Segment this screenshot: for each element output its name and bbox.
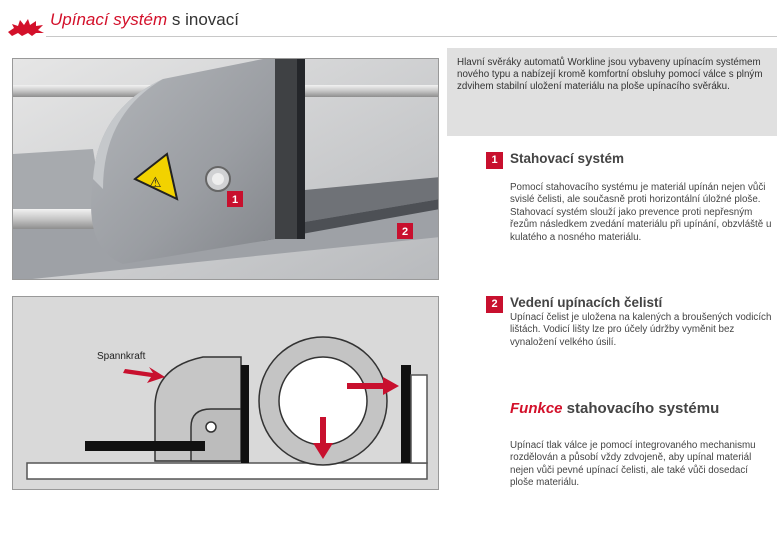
svg-text:⚠: ⚠ (149, 175, 162, 191)
funkce-text: Upínací tlak válce je pomocí integrovaného mechanismu rozdělován a působí vždy zdvojeně, aby upínal materiál nejen vůči pevné upínací čelisti, ale také vůči dosedací ploše materiálu. (510, 440, 756, 489)
clamping-diagram (12, 296, 439, 490)
section-heading: Vedení upínacích čelistí (510, 295, 663, 310)
section-number-badge: 2 (486, 296, 503, 313)
photo-label-2: 2 (401, 226, 409, 238)
funkce-heading-accent: Funkce (510, 400, 563, 417)
funkce-heading-rest: stahovacího systému (562, 400, 720, 417)
section-stahovaci-system (486, 152, 776, 262)
section-text: Pomocí stahovacího systému je materiál upínán nejen vůči svislé čelisti, ale současně proti horizontální úložné ploše. Stahovací systém slouží jako prevence proti nepřesným řezům následkem zvedání materiálu při upínání, obzvláště u kulatého a nosného materiálu. (510, 182, 772, 243)
page-title-rest: s inovací (167, 10, 239, 29)
intro-box (447, 48, 777, 136)
clamp-photo (12, 58, 439, 280)
photo-label-1: 1 (231, 194, 239, 206)
page-header (0, 0, 777, 40)
intro-text: Hlavní svěráky automatů Workline jsou vybaveny upínacím systémem nového typu a nabízejí kromě komfortní obsluhy pomocí válce s plným zdvihem stabilní uložení materiálu na ploše upínacího svěráku. (457, 57, 763, 93)
section-text: Upínací čelist je uložena na kalených a broušených vodicích lištách. Vodicí lišty lze pro účely údržby vyměnit bez vynaložení velkého úsilí. (510, 312, 772, 348)
section-heading: Stahovací systém (510, 151, 625, 166)
section-number-badge: 1 (486, 152, 503, 169)
section-vedeni-celisti (486, 296, 776, 356)
funkce-heading (510, 400, 719, 417)
page-title (50, 10, 239, 30)
page-title-accent: Upínací systém (50, 10, 168, 29)
dragon-logo-icon (6, 14, 46, 38)
force-label: Spannkraft (97, 351, 146, 362)
header-divider (46, 36, 777, 37)
